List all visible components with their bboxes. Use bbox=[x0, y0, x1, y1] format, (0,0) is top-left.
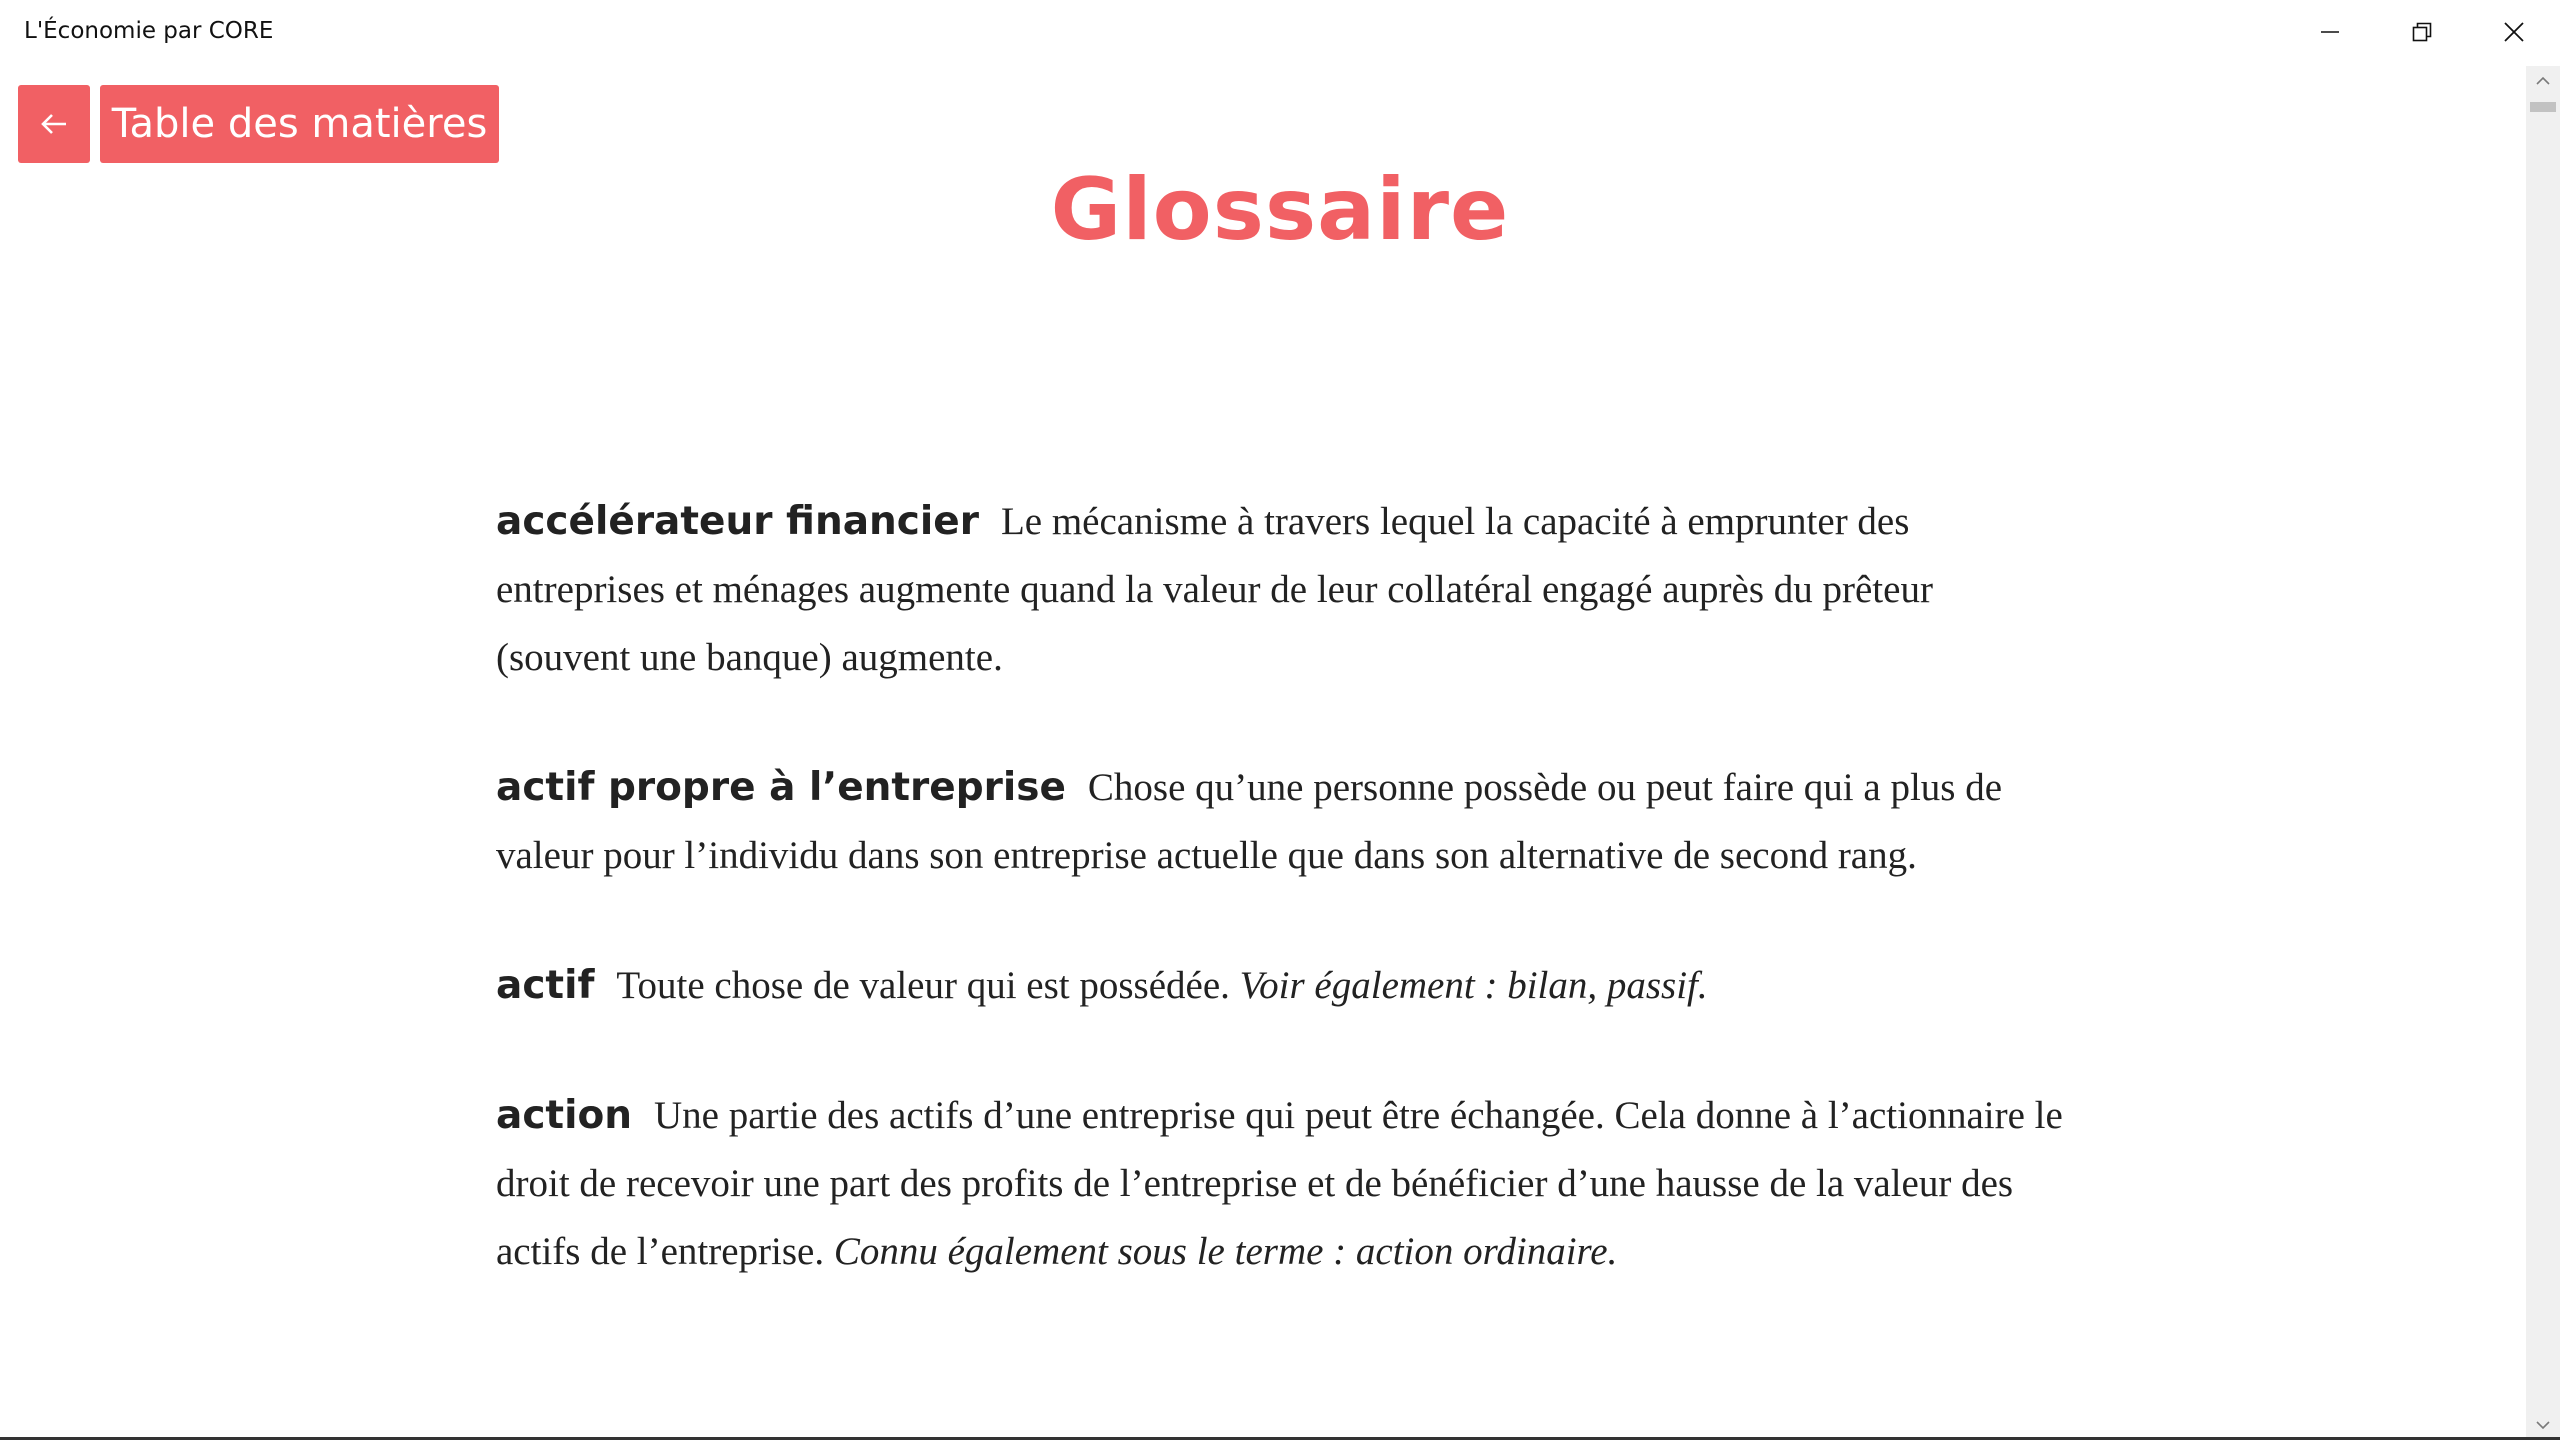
app-title: L'Économie par CORE bbox=[24, 18, 274, 44]
glossary-entry bbox=[496, 952, 2076, 1020]
glossary-definition: Le mécanisme à travers lequel la capacité à emprunter des entreprises et ménages augmente quand la valeur de leur collatéral engagé auprès du prêteur (souvent une banque) augmente. bbox=[496, 500, 1933, 679]
chevron-down-icon bbox=[2535, 1420, 2551, 1430]
restore-icon bbox=[2411, 21, 2433, 43]
glossary-entry bbox=[496, 1082, 2076, 1286]
glossary-entry bbox=[496, 754, 2076, 890]
glossary-definition: Une partie des actifs d’une entreprise qui peut être échangée. Cela donne à l’actionnaire le droit de recevoir une part des profits de l’entreprise et de bénéficier d’une hausse de la valeur des actifs de l’entreprise. bbox=[496, 1094, 2063, 1273]
glossary-definition: Toute chose de valeur qui est possédée. bbox=[616, 964, 1240, 1007]
back-button[interactable] bbox=[18, 85, 90, 163]
close-button[interactable] bbox=[2468, 0, 2560, 64]
glossary-list bbox=[496, 488, 2076, 1348]
glossary-see-also: Voir également : bilan, passif. bbox=[1239, 964, 1708, 1007]
table-of-contents-label: Table des matières bbox=[111, 101, 488, 147]
glossary-definition: Chose qu’une personne possède ou peut faire qui a plus de valeur pour l’individu dans son entreprise actuelle que dans son alternative de second rang. bbox=[496, 766, 2003, 877]
arrow-left-icon bbox=[39, 109, 69, 139]
glossary-see-also: Connu également sous le terme : action ordinaire. bbox=[833, 1230, 1618, 1273]
title-bar bbox=[0, 0, 2560, 66]
page-title: Glossaire bbox=[1050, 160, 1510, 260]
scroll-up-button[interactable] bbox=[2526, 66, 2560, 96]
glossary-term: accélérateur financier bbox=[496, 499, 979, 544]
scroll-thumb[interactable] bbox=[2530, 102, 2556, 112]
glossary-term: actif bbox=[496, 963, 595, 1008]
chevron-up-icon bbox=[2535, 76, 2551, 86]
glossary-term: actif propre à l’entreprise bbox=[496, 765, 1066, 810]
scroll-down-button[interactable] bbox=[2526, 1410, 2560, 1440]
close-icon bbox=[2503, 21, 2525, 43]
vertical-scrollbar[interactable] bbox=[2526, 66, 2560, 1440]
glossary-entry bbox=[496, 488, 2076, 692]
restore-button[interactable] bbox=[2376, 0, 2468, 64]
glossary-term: action bbox=[496, 1093, 633, 1138]
table-of-contents-button[interactable] bbox=[100, 85, 499, 163]
minimize-button[interactable] bbox=[2284, 0, 2376, 64]
minimize-icon bbox=[2319, 21, 2341, 43]
